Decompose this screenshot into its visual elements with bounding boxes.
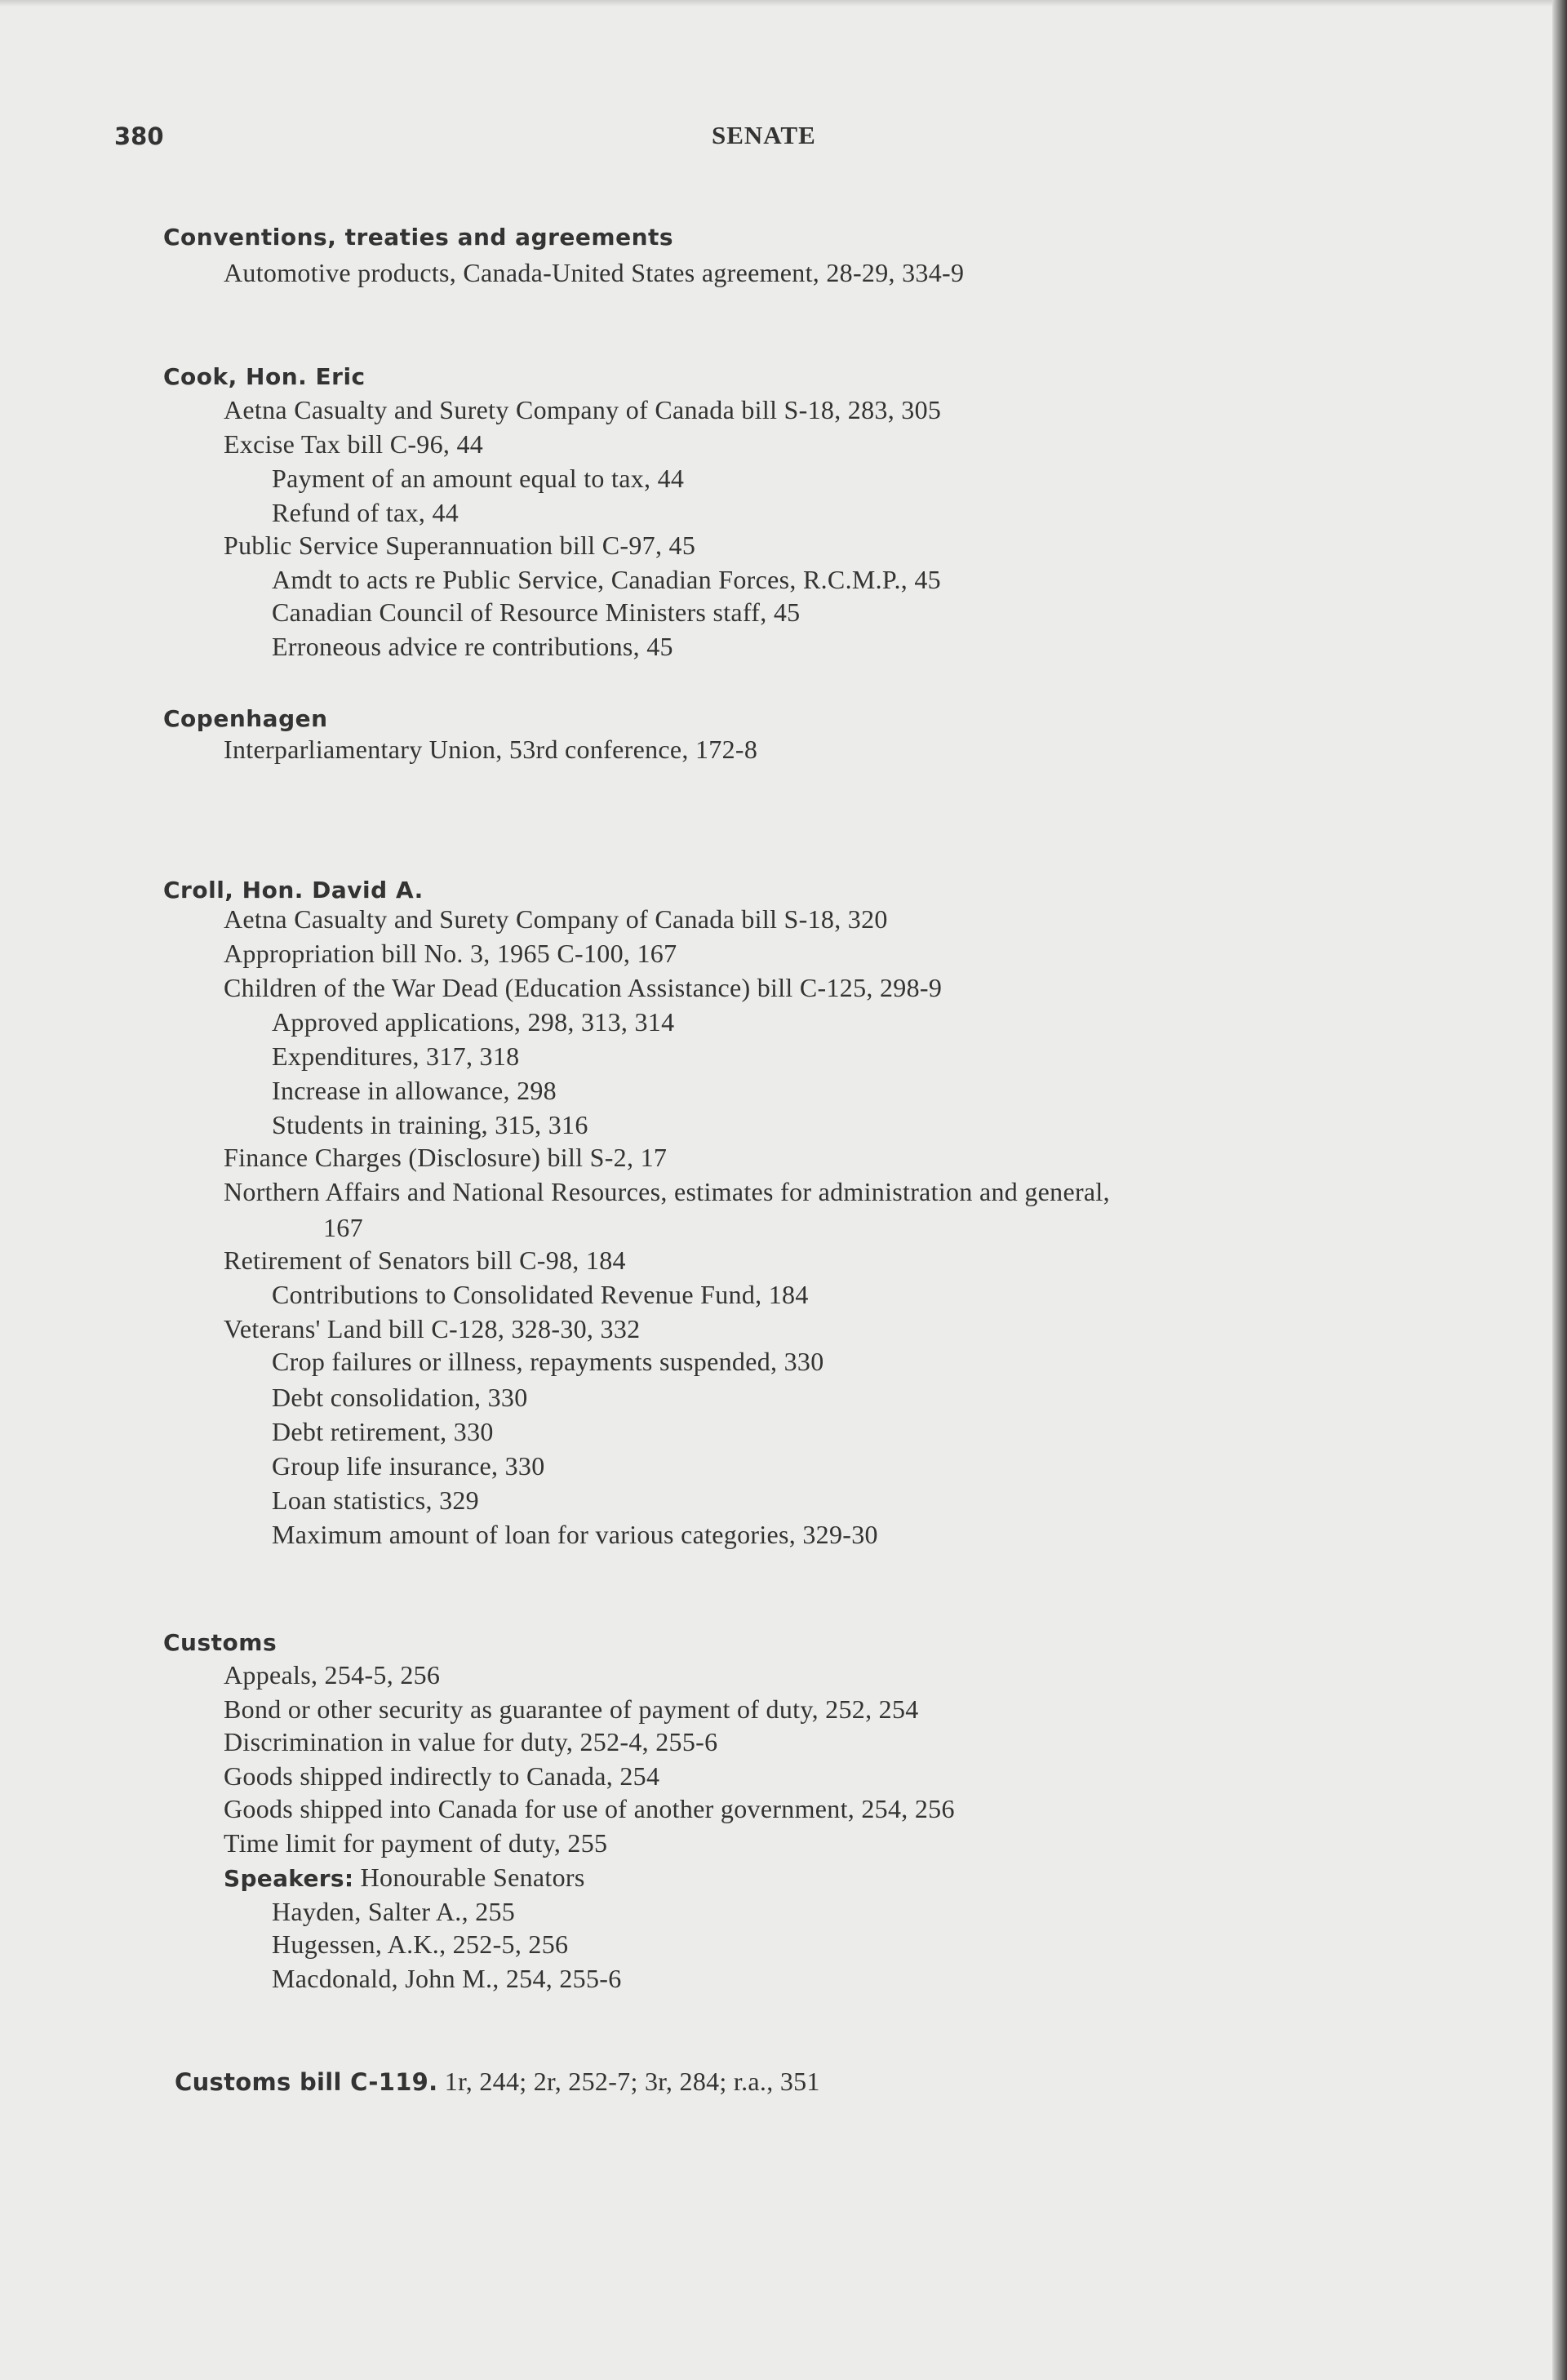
index-line: Interparliamentary Union, 53rd conference, 172-8 [224,735,758,764]
index-subline: Maximum amount of loan for various categories, 329-30 [272,1520,878,1549]
speakers-text: Honourable Senators [353,1863,585,1892]
index-subline: Amdt to acts re Public Service, Canadian Forces, R.C.M.P., 45 [272,565,941,594]
index-heading-croll: Croll, Hon. David A. [163,877,424,904]
index-line: Discrimination in value for duty, 252-4, 255-6 [224,1727,718,1756]
index-subline: Expenditures, 317, 318 [272,1041,520,1071]
index-line: Retirement of Senators bill C-98, 184 [224,1246,626,1275]
index-heading-customs-bill: Customs bill C-119. [175,2068,438,2096]
customs-bill-stages: 1r, 244; 2r, 252-7; 3r, 284; r.a., 351 [437,2067,820,2096]
speaker-entry: Hugessen, A.K., 252-5, 256 [272,1929,569,1959]
index-line: Finance Charges (Disclosure) bill S-2, 17 [224,1143,668,1172]
customs-bill-entry [175,2065,820,2098]
index-subline: Crop failures or illness, repayments suspended, 330 [272,1347,824,1376]
index-line: Goods shipped indirectly to Canada, 254 [224,1761,660,1791]
index-line: Children of the War Dead (Education Assistance) bill C-125, 298-9 [224,973,943,1002]
index-subline: Increase in allowance, 298 [272,1076,557,1105]
speakers-line [224,1861,585,1895]
index-subline: Payment of an amount equal to tax, 44 [272,464,685,493]
index-subline: Canadian Council of Resource Ministers staff, 45 [272,597,801,627]
index-line: Bond or other security as guarantee of payment of duty, 252, 254 [224,1694,919,1724]
index-heading-copenhagen: Copenhagen [163,705,328,732]
index-heading-customs: Customs [163,1629,277,1656]
speakers-label: Speakers: [224,1865,354,1892]
index-line: Northern Affairs and National Resources, estimates for administration and general, [224,1177,1110,1206]
index-line: Aetna Casualty and Surety Company of Canada bill S-18, 283, 305 [224,395,942,424]
index-subline: Contributions to Consolidated Revenue Fund, 184 [272,1280,809,1309]
page-number: 380 [114,122,164,150]
speaker-entry: Macdonald, John M., 254, 255-6 [272,1964,622,1993]
index-line: Veterans' Land bill C-128, 328-30, 332 [224,1314,641,1343]
index-subline: Refund of tax, 44 [272,498,459,527]
index-heading-cook: Cook, Hon. Eric [163,363,366,390]
running-head: SENATE [712,121,816,149]
index-line: Appeals, 254-5, 256 [224,1660,441,1690]
index-subline: Approved applications, 298, 313, 314 [272,1007,675,1037]
page-top-edge [0,0,1567,7]
index-line: Time limit for payment of duty, 255 [224,1828,608,1858]
index-subline: Students in training, 315, 316 [272,1110,588,1139]
index-line: Aetna Casualty and Surety Company of Canada bill S-18, 320 [224,904,888,934]
index-line: Public Service Superannuation bill C-97, 45 [224,531,696,560]
page-right-edge [1552,0,1567,2380]
index-subline: Loan statistics, 329 [272,1485,479,1515]
index-subline: Debt retirement, 330 [272,1417,494,1446]
index-line: Appropriation bill No. 3, 1965 C-100, 167 [224,939,677,968]
index-subline: Debt consolidation, 330 [272,1383,528,1412]
index-heading-conventions: Conventions, treaties and agreements [163,224,674,251]
index-subline: Group life insurance, 330 [272,1451,545,1481]
index-subline: Erroneous advice re contributions, 45 [272,632,673,661]
index-line: Automotive products, Canada-United States agreement, 28-29, 334-9 [224,258,965,287]
speaker-entry: Hayden, Salter A., 255 [272,1897,516,1926]
index-line: Goods shipped into Canada for use of another government, 254, 256 [224,1794,955,1823]
index-line: Excise Tax bill C-96, 44 [224,429,484,459]
index-continuation: 167 [323,1213,363,1242]
